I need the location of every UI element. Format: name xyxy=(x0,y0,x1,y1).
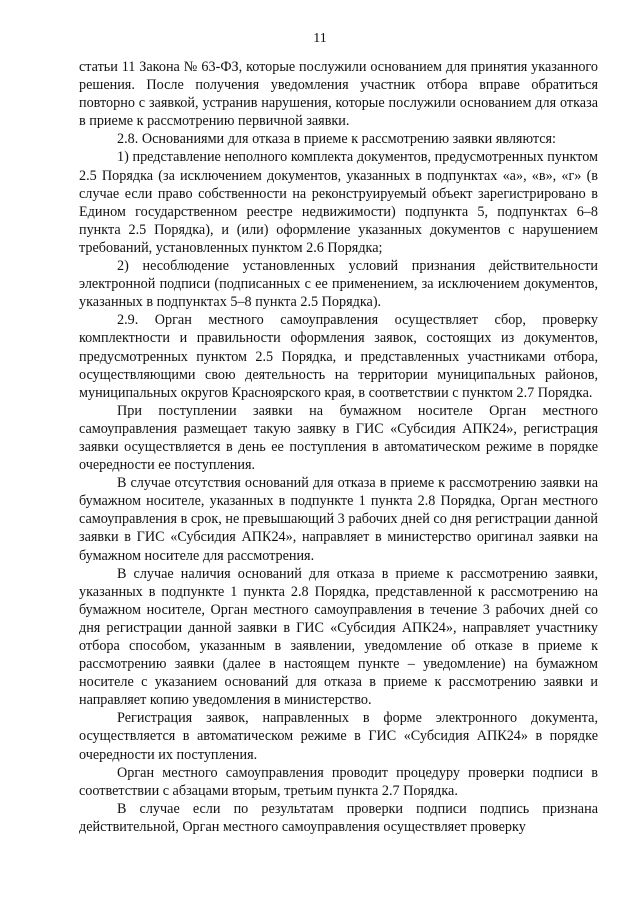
page-number: 11 xyxy=(313,31,327,46)
paragraph-2-8-item-2: 2) несоблюдение установленных условий признания действительности электронной подписи (подписанных с ее применением, за исключением документов, указанных в подпунктах 5–8 пункта 2.5 Порядка). xyxy=(79,258,598,311)
paragraph-signature-valid: В случае если по результатам проверки подписи подпись признана действительной, Орган местного самоуправления осуществляет проверку xyxy=(79,800,598,835)
paragraph-2-8-heading: 2.8. Основаниями для отказа в приеме к рассмотрению заявки являются: xyxy=(117,131,556,148)
paragraph-signature-check: Орган местного самоуправления проводит процедуру проверки подписи в соответствии с абзацами вторым, третьим пункта 2.7 Порядка. xyxy=(79,764,598,799)
paragraph-grounds-for-refusal: В случае наличия оснований для отказа в приеме к рассмотрению заявки, указанных в подпункте 1 пункта 2.8 Порядка, представленной к рассмотрению на бумажном носителе, Орган местного самоуправления в течение 3 рабочих дней со дня регистрации данной заявки в ГИС «Субсидия АПК24», направляет участнику отбора способом, указанным в заявлении, уведомление об отказе в приеме к рассмотрению заявки (далее в настоящем пункте – уведомление) на бумажном носителе с указанием оснований для отказа в приеме к рассмотрению заявки и направляет копию уведомления в министерство. xyxy=(79,565,598,709)
paragraph-2-9: 2.9. Орган местного самоуправления осуществляет сбор, проверку комплектности и правильности оформления заявок, состоящих из документов, предусмотренных пунктом 2.5 Порядка, и представленных участниками отбора, осуществляющими свою деятельность на территории муниципальных районов, муниципальных округов Красноярского края, в соответствии с пунктом 2.7 Порядка. xyxy=(79,312,598,401)
paragraph-no-grounds-for-refusal: В случае отсутствия оснований для отказа в приеме к рассмотрению заявки на бумажном носителе, указанных в подпункте 1 пункта 2.8 Порядка, Орган местного самоуправления в срок, не превышающий 3 рабочих дней со дня регистрации данной заявки в ГИС «Субсидия АПК24», направляет в министерство оригинал заявки на бумажном носителе для рассмотрения. xyxy=(79,475,598,564)
paragraph-electronic-registration: Регистрация заявок, направленных в форме электронного документа, осуществляется в автоматическом режиме в ГИС «Субсидия АПК24» в порядке очередности их поступления. xyxy=(79,710,598,763)
paragraph-2-8-item-1: 1) представление неполного комплекта документов, предусмотренных пунктом 2.5 Порядка (за исключением документов, указанных в подпунктах «а», «в», «г» (в случае если право собственности на реконструируемый объект зарегистрировано в Едином государственном реестре недвижимости) подпункта 5, подпунктах 6–8 пункта 2.5 Порядка), и (или) оформление указанных документов с нарушением требований, установленных пунктом 2.6 Порядка; xyxy=(79,149,598,256)
paragraph-continuation: статьи 11 Закона № 63-ФЗ, которые послужили основанием для принятия указанного решения. После получения уведомления участник отбора вправе обратиться повторно с заявкой, устранив нарушения, которые послужили основанием для отказа в приеме к рассмотрению первичной заявки. xyxy=(79,59,598,130)
body-text xyxy=(79,58,598,836)
paragraph-paper-submission: При поступлении заявки на бумажном носителе Орган местного самоуправления размещает такую заявку в ГИС «Субсидия АПК24», регистрация заявки осуществляется в день ее поступления в автоматическом режиме в порядке очередности ее поступления. xyxy=(79,402,598,474)
